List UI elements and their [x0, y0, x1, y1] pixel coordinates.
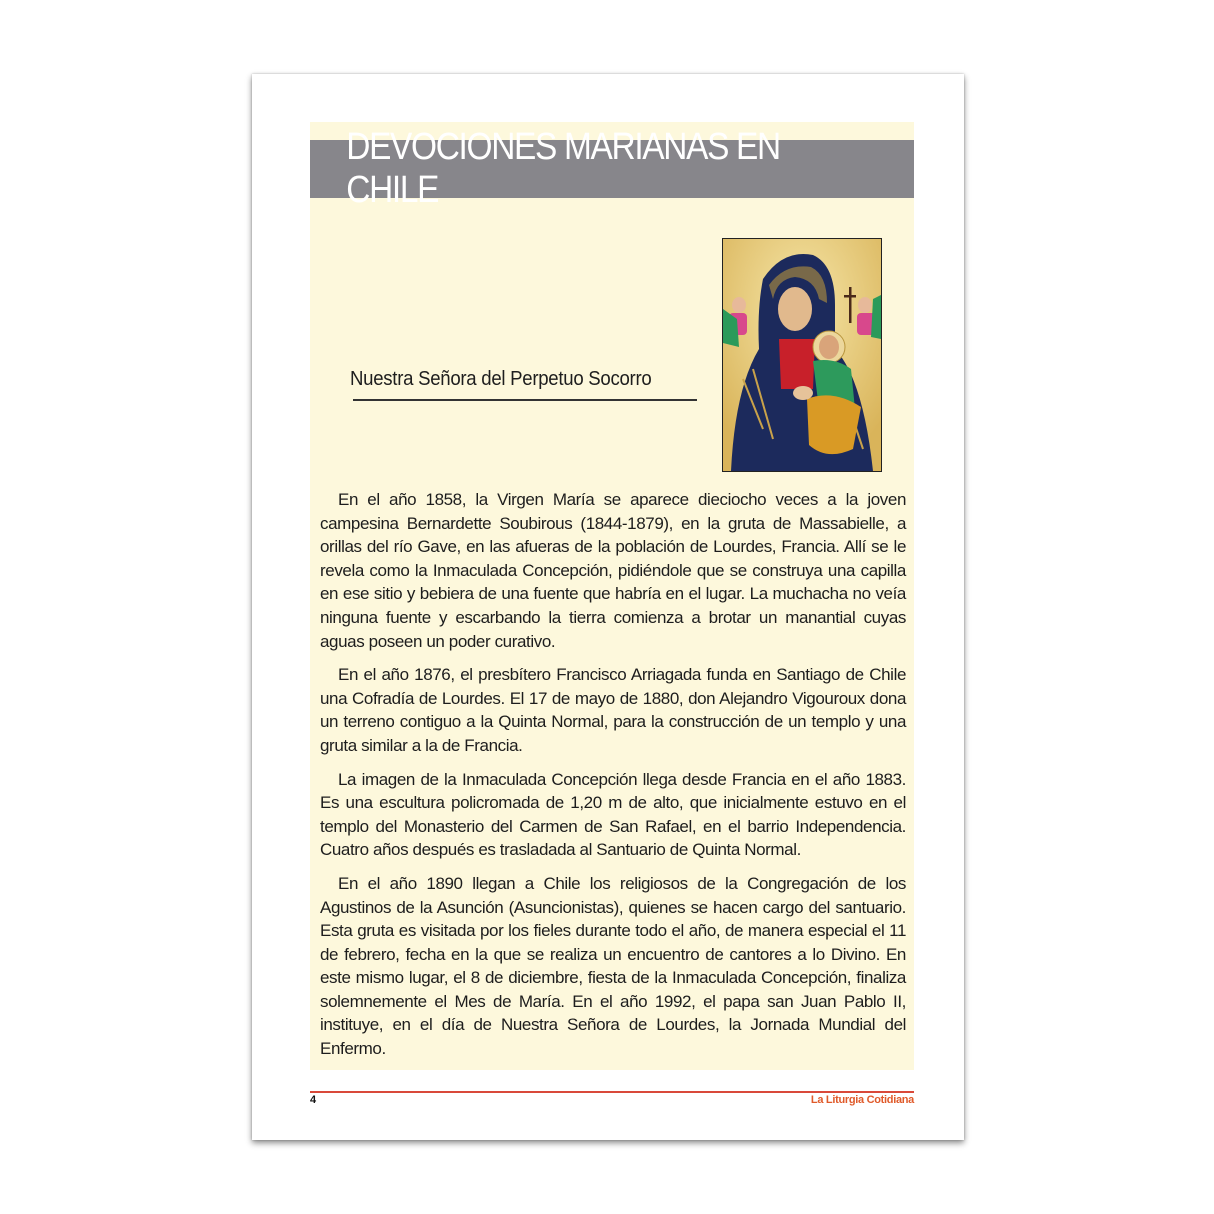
publication-name: La Liturgia Cotidiana [810, 1094, 914, 1106]
religious-icon-illustration [723, 239, 881, 471]
content-panel [310, 122, 914, 1070]
section-subtitle: Nuestra Señora del Perpetuo Socorro [350, 368, 652, 390]
page-title: DEVOCIONES MARIANAS EN CHILE [346, 126, 780, 211]
article-body [320, 488, 906, 1071]
subtitle-underline [353, 399, 697, 401]
document-page [252, 74, 964, 1140]
virgin-mary-icon [722, 238, 882, 472]
paragraph: La imagen de la Inmaculada Concepción llega desde Francia en el año 1883. Es una escultura policromada de 1,20 m de alto, que inicialmente estuvo en el templo del Monasterio del Carmen de San Rafael, en el barrio Independencia. Cuatro años después es trasladada al Santuario de Quinta Normal. [320, 769, 906, 860]
paragraph: En el año 1858, la Virgen María se aparece dieciocho veces a la joven campesina Bernardette Soubirous (1844-1879), en la gruta de Massabielle, a orillas del río Gave, en las afueras de la población de Lourdes, Francia. Allí se le revela como la Inmaculada Concepción, pidiéndole que se construya una capilla en ese sitio y bebiera de una fuente que habría en el lugar. La muchacha no veía ninguna fuente y escarbando la tierra comienza a brotar un manantial cuyas aguas poseen un poder curativo. [320, 490, 906, 651]
paragraph: En el año 1890 llegan a Chile los religiosos de la Congregación de los Agustinos de la Asunción (Asuncionistas), quienes se hacen cargo del santuario. Esta gruta es visitada por los fieles durante todo el año, de manera especial el 11 de febrero, fecha en la que se realiza un encuentro de cantores a lo Divino. En este mismo lugar, el 8 de diciembre, fiesta de la Inmaculada Concepción, finaliza solemnemente el Mes de María. En el año 1992, el papa san Juan Pablo II, instituye, en el día de Nuestra Señora de Lourdes, la Jornada Mundial del Enfermo. [320, 873, 906, 1059]
footer-divider [310, 1091, 914, 1093]
paragraph: En el año 1876, el presbítero Francisco Arriagada funda en Santiago de Chile una Cofradía de Lourdes. El 17 de mayo de 1880, don Alejandro Vigouroux dona un terreno contiguo a la Quinta Normal, para la construcción de un templo y una gruta similar a la de Francia. [320, 665, 906, 755]
page-number: 4 [310, 1094, 317, 1106]
page-title-bar [310, 126, 914, 211]
